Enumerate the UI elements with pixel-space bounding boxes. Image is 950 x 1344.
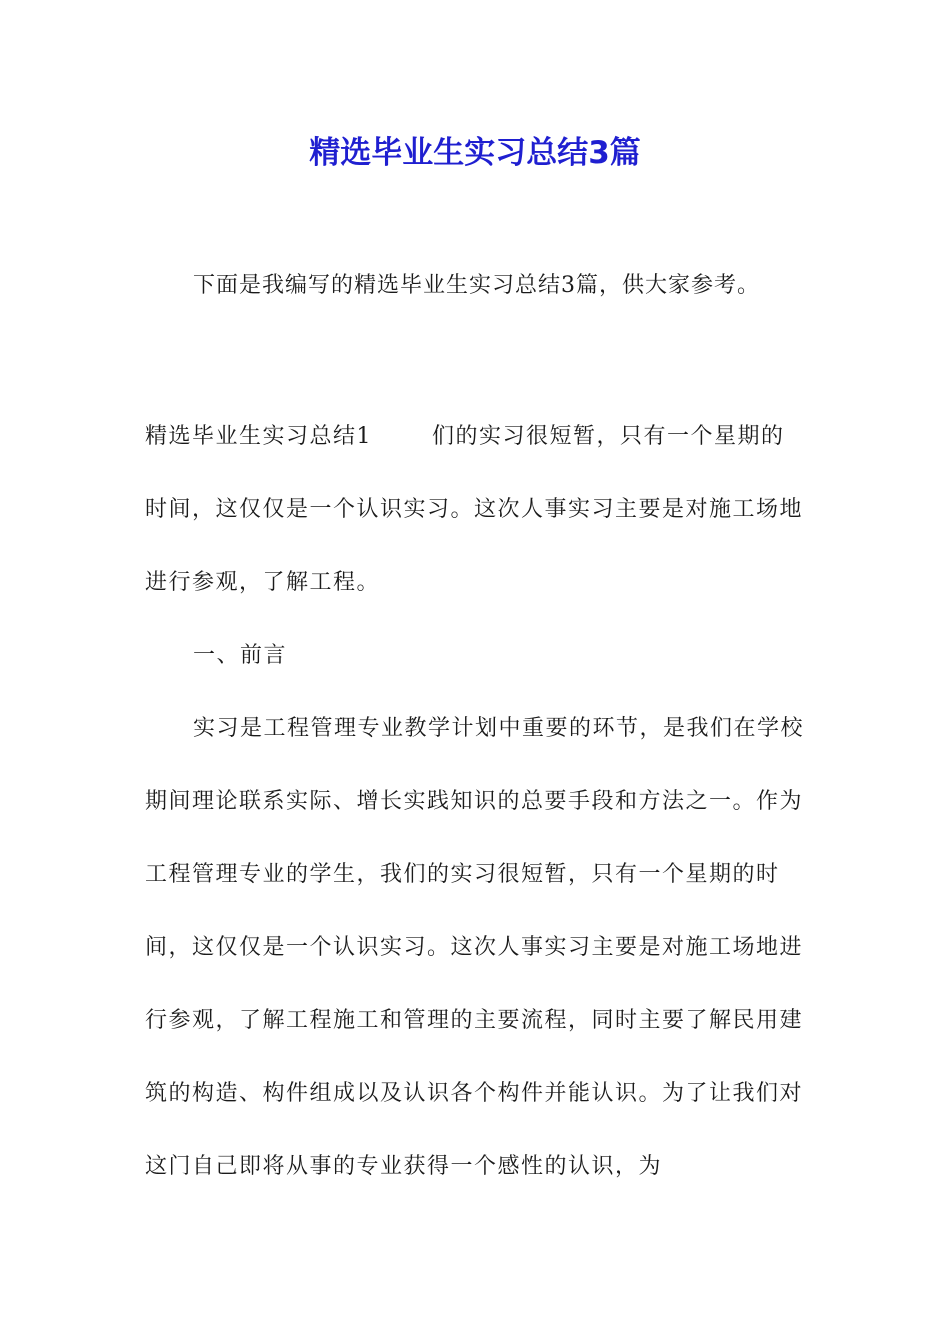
intro-paragraph: 下面是我编写的精选毕业生实习总结3篇，供大家参考。 bbox=[193, 273, 760, 298]
body-paragraph: 实习是工程管理专业教学计划中重要的环节，是我们在学校期间理论联系实际、增长实践知识的总要手段和方法之一。作为工程管理专业的学生，我们的实习很短暂，只有一个星期的时间，这仅仅是一个认识实习。这次人事实习主要是对施工场地进行参观，了解工程施工和管理的主要流程，同时主要了解民用建筑的构造、构件组成以及认识各个构件并能认识。为了让我们对这门自己即将从事的专业获得一个感性的认识，为 bbox=[145, 716, 805, 1179]
section-heading: 精选毕业生实习总结1 bbox=[145, 424, 372, 449]
first-paragraph-text: 们的实习很短暂，只有一个星期的时间，这仅仅是一个认识实习。这次人事实习主要是对施工场地进行参观，了解工程。 bbox=[145, 424, 804, 595]
first-paragraph bbox=[145, 400, 807, 619]
subheading: 一、前言 bbox=[193, 643, 288, 668]
document-title: 精选毕业生实习总结3篇 bbox=[309, 135, 641, 171]
article-block bbox=[145, 400, 807, 1203]
